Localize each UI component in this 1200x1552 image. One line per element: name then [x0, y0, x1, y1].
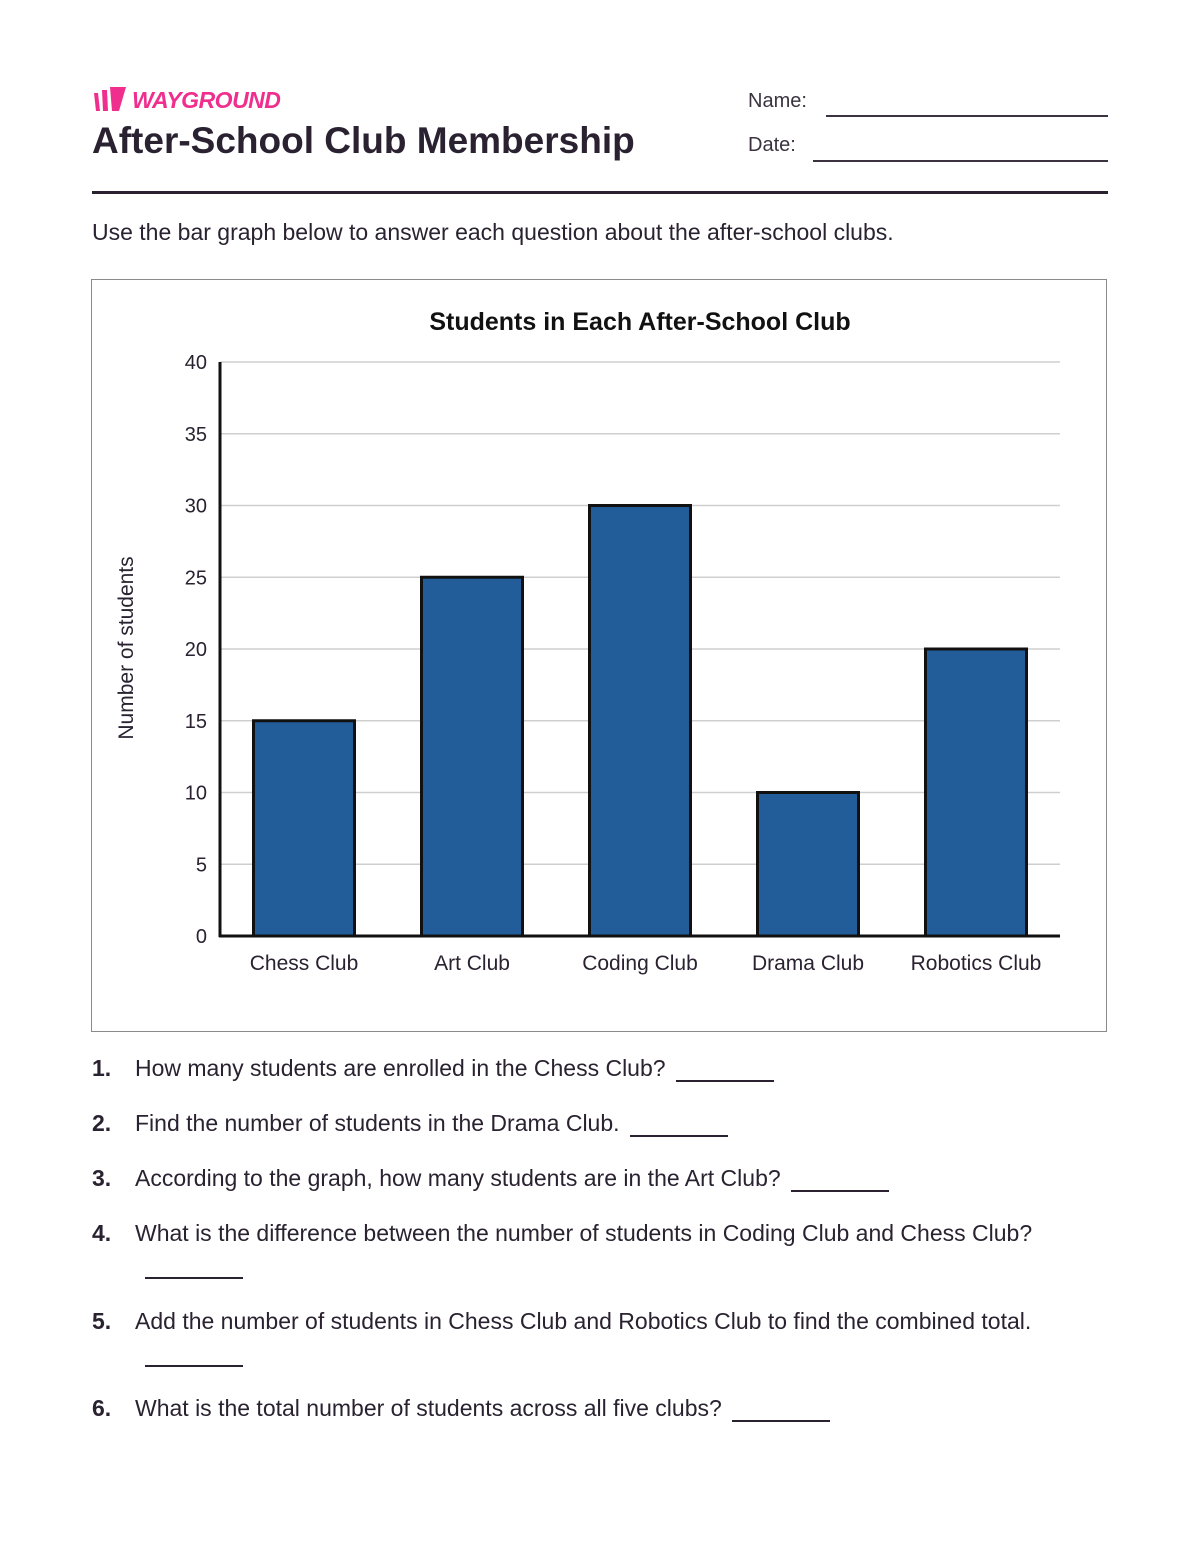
question-1: [92, 1052, 1082, 1084]
question-text: Find the number of students in the Drama Club.: [135, 1110, 620, 1136]
question-text: What is the difference between the number of students in Coding Club and Chess Club?: [135, 1220, 1033, 1246]
y-tick-label: 35: [184, 423, 207, 446]
brand-name: WAYGROUND: [132, 87, 281, 113]
question-number: 1.: [92, 1055, 112, 1081]
y-axis-label: Number of students: [115, 556, 138, 740]
question-2: [92, 1107, 1082, 1139]
x-tick-label: Coding Club: [582, 952, 698, 975]
question-5: [92, 1305, 1082, 1369]
question-text: What is the total number of students across all five clubs?: [135, 1395, 722, 1421]
x-tick-label: Drama Club: [751, 952, 865, 975]
y-tick-label: 10: [184, 782, 207, 805]
answer-blank[interactable]: [791, 1170, 889, 1192]
answer-blank[interactable]: [145, 1345, 243, 1367]
y-tick-label: 0: [195, 926, 207, 948]
question-text: According to the graph, how many students are in the Art Club?: [135, 1165, 781, 1191]
y-tick-label: 20: [184, 639, 207, 661]
answer-blank[interactable]: [676, 1060, 774, 1082]
question-number: 3.: [92, 1165, 112, 1191]
question-4: [92, 1217, 1082, 1281]
question-3: [92, 1162, 1082, 1194]
y-tick-label: 25: [184, 567, 207, 590]
question-number: 6.: [92, 1395, 112, 1421]
answer-blank[interactable]: [630, 1115, 728, 1137]
question-number: 4.: [92, 1220, 112, 1246]
bar-robotics-club: [926, 649, 1027, 936]
question-text: Add the number of students in Chess Club and Robotics Club to find the combined total.: [135, 1308, 1032, 1334]
question-text: How many students are enrolled in the Chess Club?: [135, 1055, 666, 1081]
name-label: Name:: [748, 90, 807, 112]
y-tick-label: 15: [184, 710, 207, 733]
date-label: Date:: [748, 134, 796, 156]
page-title: After-School Club Membership: [92, 120, 635, 161]
answer-blank[interactable]: [145, 1257, 243, 1279]
bar-coding-club: [590, 506, 691, 937]
bar-art-club: [422, 577, 523, 936]
question-number: 2.: [92, 1110, 112, 1136]
bar-chess-club: [254, 721, 355, 936]
question-6: [92, 1392, 1082, 1424]
y-tick-label: 40: [184, 352, 207, 374]
y-tick-label: 30: [184, 495, 207, 518]
instructions: Use the bar graph below to answer each question about the after-school clubs.: [92, 219, 894, 245]
x-tick-label: Art Club: [434, 952, 510, 975]
y-tick-label: 5: [195, 854, 207, 877]
question-number: 5.: [92, 1308, 112, 1334]
x-tick-label: Robotics Club: [910, 952, 1042, 975]
bar-drama-club: [758, 793, 859, 937]
answer-blank[interactable]: [732, 1400, 830, 1422]
x-tick-label: Chess Club: [249, 952, 359, 975]
chart-title: Students in Each After-School Club: [429, 308, 851, 336]
